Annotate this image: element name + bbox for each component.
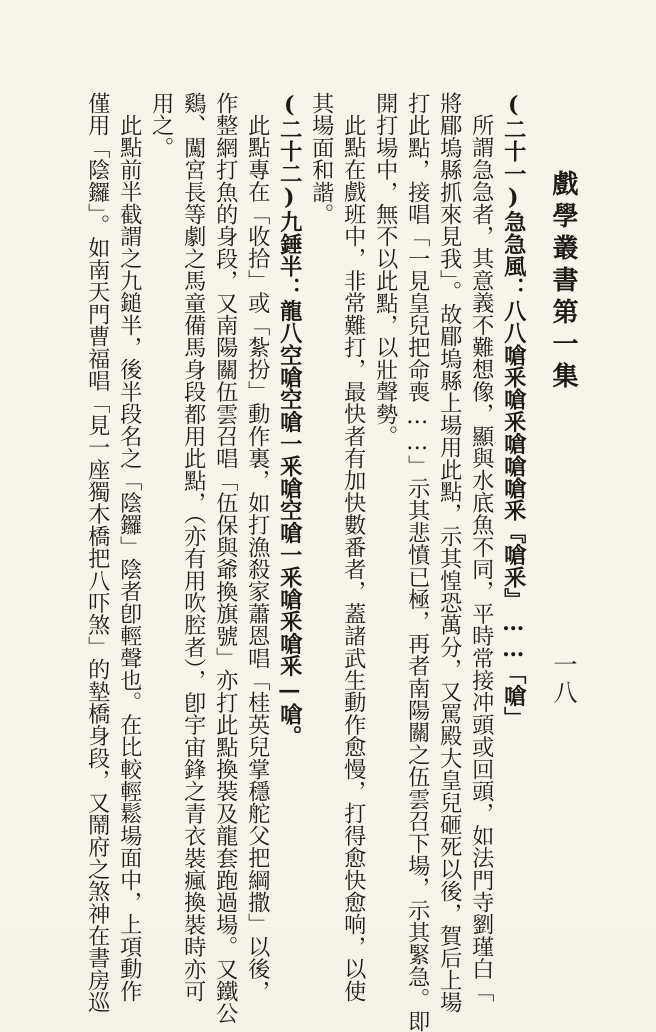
text-column-6: 其場面和諧。	[308, 92, 335, 226]
text-column-3: 打此點，接唱「一見皇兒把命喪……」示其悲憤已極，再者南陽關之伍雲召下場，示其緊急。即	[404, 92, 431, 1032]
text-column-9: 鷄、闖宮長等劇之馬童備馬身段都用此點，（亦有用吹腔者），卽宇宙鋒之青衣裝瘋換裝時亦可	[180, 92, 207, 1003]
text-column-4: 開打場中，無不以此點，以壯聲勢。	[372, 92, 399, 448]
text-column-1: 所謂急急者，其意義不難想像，顯與水底魚不同，平時常接冲頭或回頭，如法門寺劉瑾白「	[468, 114, 495, 1002]
text-column-7: 此點專在「收拾」或「紮扮」動作裏，如打漁殺家蕭恩唱「桂英兒掌穩舵父把綱撒」以後，	[244, 114, 271, 1002]
text-column-12: 僅用「陰鑼」。如南天門曹福唱「見一座獨木橋把八吓煞」的墊橋身段，又鬧府之煞神在書房巡	[84, 92, 111, 1014]
text-column-2: 將郿塢縣抓來見我」。故郿塢縣上場用此點，示其惶恐萬分，又罵殿大皇兒砸死以後，賀后上場	[436, 92, 463, 1014]
text-column-5: 此點在戲班中，非常難打，最快者有加快數番者，蓋諸武生動作愈慢，打得愈快愈响，以使	[340, 114, 367, 1002]
text-column-10: 用之。	[148, 92, 175, 159]
text-column-8: 作整網打魚的身段，又南陽關伍雲召唱「伍保與爺換旗號」亦打此點換裝及龍套跑過場。又鐵公	[212, 92, 239, 1025]
page-number: 一八	[549, 652, 577, 708]
section-heading-21: (二十一)急急風：八八嗆釆嗆釆嗆嗆嗆釆『嗆釆』……「嗆」	[500, 92, 527, 729]
running-title: 戲學叢書第一集	[548, 170, 578, 394]
text-column-11: 此點前半截謂之九鎚半，後半段名之「陰鑼」陰者卽輕聲也。在比較輕鬆場面中，上項動作	[116, 114, 143, 1002]
section-heading-22: (二十二)九錘半：龍八空嗆空嗆一釆嗆空嗆一釆嗆釆嗆釆—嗆。	[276, 92, 303, 748]
